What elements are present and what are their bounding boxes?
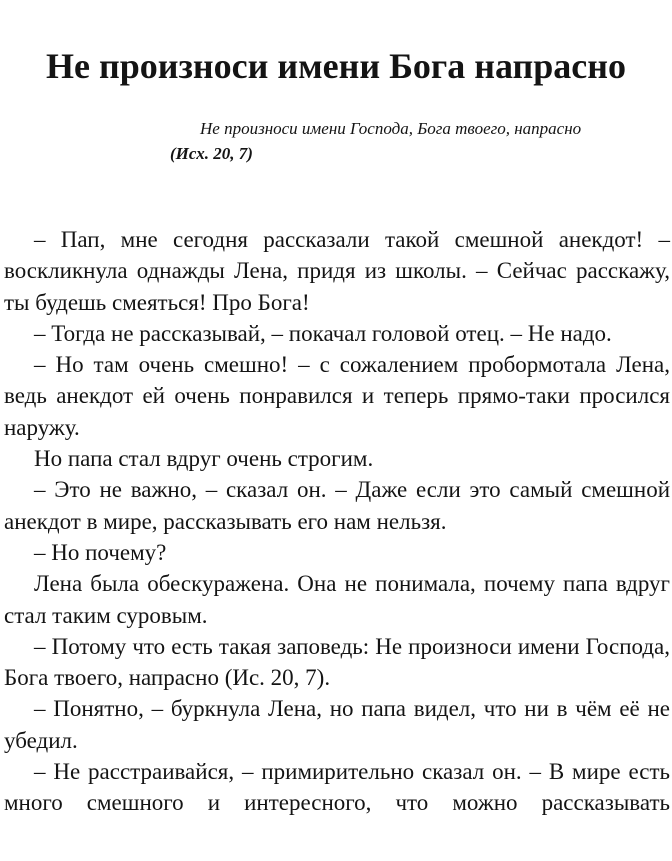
epigraph: [170, 116, 636, 166]
paragraph: – Потому что есть такая заповедь: Не произноси имени Господа, Бога твоего, напрасно (Ис. 20, 7).: [4, 633, 670, 691]
epigraph-text: Не произноси имени Господа, Бога твоего, напрасно: [200, 119, 582, 138]
chapter-title: Не произноси имени Бога напрасно: [45, 46, 627, 86]
epigraph-reference: (Исх. 20, 7): [170, 144, 253, 163]
paragraph: Но папа стал вдруг очень строгим.: [34, 446, 374, 472]
paragraph: Лена была обескуражена. Она не понимала, почему папа вдруг стал таким суровым.: [4, 571, 670, 628]
paragraph: – Понятно, – буркнула Лена, но папа видел, что ни в чём её не убедил.: [4, 696, 670, 753]
paragraph: – Тогда не рассказывай, – покачал головой отец. – Не надо.: [34, 320, 612, 346]
chapter-body: [4, 224, 670, 819]
paragraph: – Пап, мне сегодня рассказали такой смешной анекдот! – воскликнула однажды Лена, придя из школы. – Сейчас расскажу, ты будешь смеяться! Про Бога!: [4, 227, 670, 315]
paragraph: – Но почему?: [34, 539, 167, 565]
paragraph: – Но там очень смешно! – с сожалением пробормотала Лена, ведь анекдот ей очень понравился и теперь прямо-таки просился наружу.: [4, 352, 670, 440]
paragraph: – Это не важно, – сказал он. – Даже если это самый смешной анекдот в мире, рассказывать его нам нельзя.: [4, 477, 670, 534]
paragraph: – Не расстраивайся, – примирительно сказал он. – В мире есть много смешного и интересного, что можно рассказывать: [4, 759, 670, 816]
